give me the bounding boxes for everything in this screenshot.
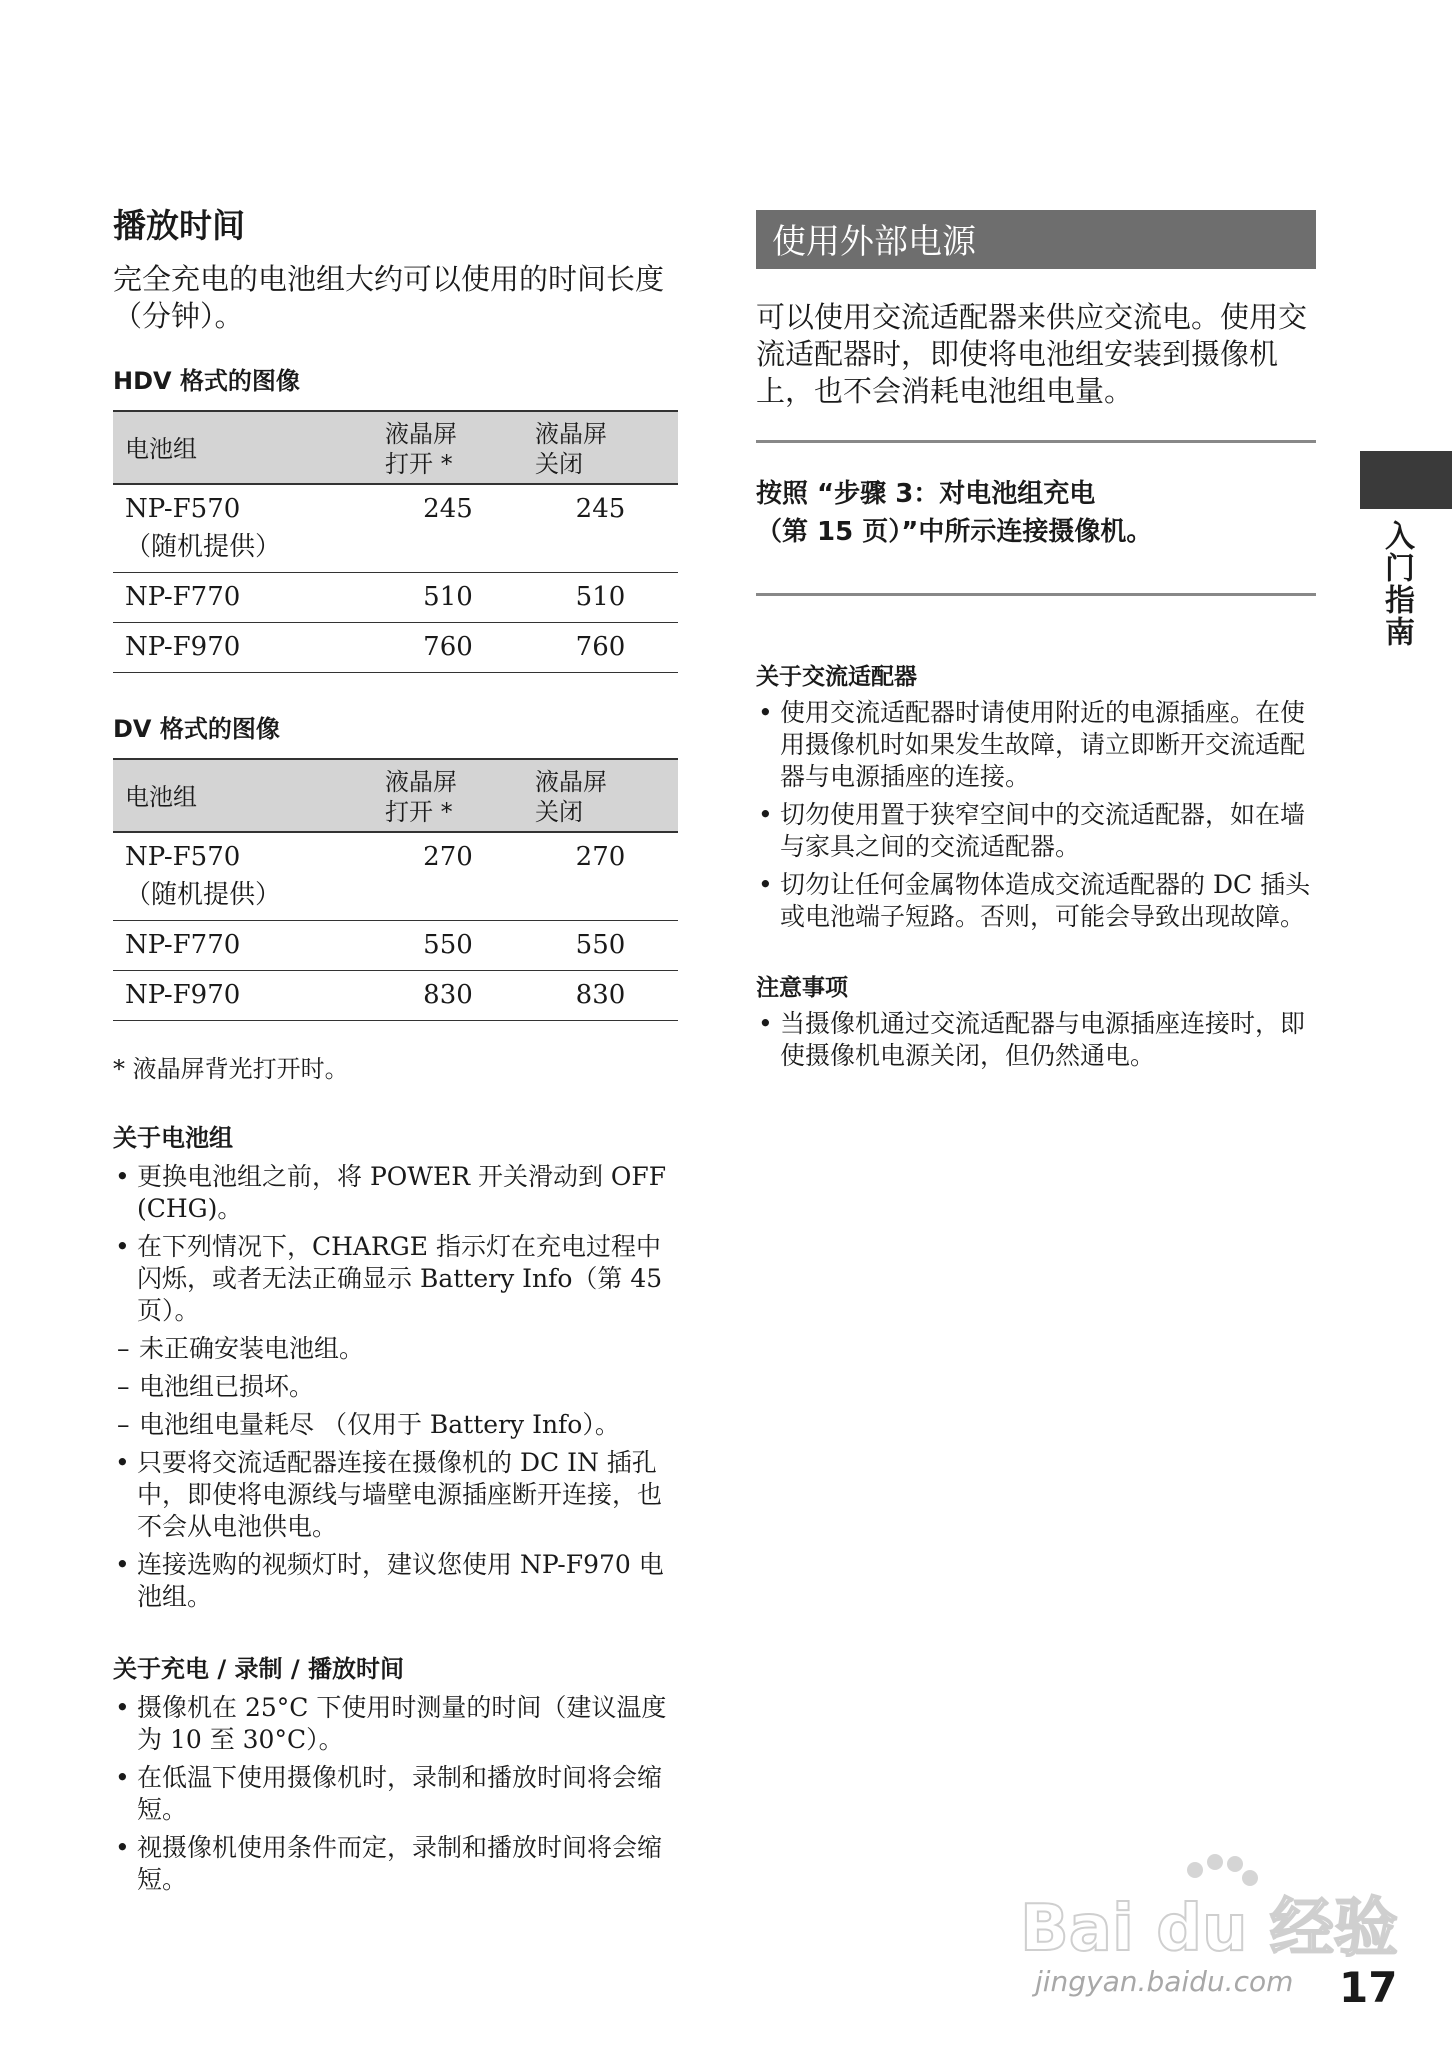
list-item: • 当摄像机通过交流适配器与电源插座连接时，即使摄像机电源关闭，但仍然通电。 — [756, 1008, 1316, 1072]
battery-cell: NP-F970 — [113, 971, 373, 1021]
hdv-table-caption: HDV 格式的图像 — [113, 367, 300, 395]
watermark-url: jingyan.baidu.com — [1035, 1965, 1294, 1998]
battery-cell: NP-F570 （随机提供） — [113, 484, 373, 573]
lcd-on-value: 510 — [373, 573, 523, 623]
list-item: • 更换电池组之前，将 POWER 开关滑动到 OFF (CHG)。 — [113, 1161, 678, 1225]
header-battery: 电池组 — [113, 411, 373, 484]
page-number: 17 — [1339, 1963, 1398, 2012]
table-row — [113, 971, 678, 1021]
battery-cell: NP-F970 — [113, 623, 373, 673]
battery-cell: NP-F570 （随机提供） — [113, 832, 373, 921]
watermark-brand-text: Bai du 经验 — [1020, 1892, 1398, 1966]
playback-lead-text: 完全充电的电池组大约可以使用的时间长度 （分钟）。 — [113, 262, 665, 333]
lcd-on-value: 270 — [373, 832, 523, 921]
adapter-notes-list — [756, 697, 1316, 933]
side-tab-marker — [1360, 451, 1452, 509]
battery-note: （随机提供） — [125, 880, 282, 910]
lcd-on-value: 245 — [373, 484, 523, 573]
table-row — [113, 832, 678, 921]
lcd-on-value: 550 — [373, 921, 523, 971]
external-power-lead: 可以使用交流适配器来供应交流电。使用交流适配器时，即使将电池组安装到摄像机上，也不会消耗电池组电量。 — [756, 300, 1308, 408]
list-item: • 使用交流适配器时请使用附近的电源插座。在使用摄像机时如果发生故障，请立即断开交流适配器与电源插座的连接。 — [756, 697, 1316, 793]
battery-cell: NP-F770 — [113, 573, 373, 623]
left-column — [113, 200, 678, 1932]
list-item: • 视摄像机使用条件而定，录制和播放时间将会缩短。 — [113, 1832, 678, 1896]
battery-notes-list — [113, 1161, 678, 1613]
right-column — [756, 210, 1316, 1108]
header-battery: 电池组 — [113, 759, 373, 832]
adapter-section-heading: 关于交流适配器 — [756, 664, 917, 690]
dv-table-caption: DV 格式的图像 — [113, 715, 280, 743]
table-row — [113, 484, 678, 573]
list-subitem: – 电池组电量耗尽 （仅用于 Battery Info）。 — [113, 1409, 678, 1441]
list-subitem: – 未正确安装电池组。 — [113, 1333, 678, 1365]
list-item: • 在下列情况下，CHARGE 指示灯在充电过程中闪烁，或者无法正确显示 Battery Info（第 45 页）。 — [113, 1231, 678, 1327]
table-header-row — [113, 411, 678, 484]
time-section-heading: 关于充电 / 录制 / 播放时间 — [113, 1655, 404, 1683]
list-item: • 摄像机在 25°C 下使用时测量的时间（建议温度为 10 至 30°C）。 — [113, 1692, 678, 1756]
time-notes-list — [113, 1692, 678, 1896]
header-lcd-off: 液晶屏 关闭 — [523, 411, 678, 484]
header-lcd-off: 液晶屏 关闭 — [523, 759, 678, 832]
battery-cell: NP-F770 — [113, 921, 373, 971]
lcd-off-value: 245 — [523, 484, 678, 573]
header-lcd-on: 液晶屏 打开 * — [373, 759, 523, 832]
table-row — [113, 921, 678, 971]
paw-icon — [1187, 1854, 1258, 1886]
external-power-banner: 使用外部电源 — [756, 210, 1316, 269]
battery-note: （随机提供） — [125, 532, 282, 562]
side-tab-label: 入门指南 — [1379, 520, 1414, 648]
lcd-off-value: 760 — [523, 623, 678, 673]
list-subitem: – 电池组已损坏。 — [113, 1371, 678, 1403]
lcd-off-value: 830 — [523, 971, 678, 1021]
table-header-row — [113, 759, 678, 832]
lcd-on-value: 760 — [373, 623, 523, 673]
lcd-off-value: 270 — [523, 832, 678, 921]
notes-section-heading: 注意事项 — [756, 975, 848, 1001]
lcd-off-value: 550 — [523, 921, 678, 971]
list-item: • 切勿使用置于狭窄空间中的交流适配器，如在墙与家具之间的交流适配器。 — [756, 799, 1316, 863]
lcd-on-value: 830 — [373, 971, 523, 1021]
hdv-battery-table — [113, 410, 678, 673]
table-row — [113, 623, 678, 673]
battery-section-heading: 关于电池组 — [113, 1124, 233, 1152]
dv-battery-table — [113, 758, 678, 1021]
list-item: • 只要将交流适配器连接在摄像机的 DC IN 插孔中，即使将电源线与墙壁电源插座断开连接，也不会从电池供电。 — [113, 1447, 678, 1543]
connection-step-text: 按照 “步骤 3：对电池组充电 （第 15 页）”中所示连接摄像机。 — [756, 479, 1153, 547]
list-item: • 在低温下使用摄像机时，录制和播放时间将会缩短。 — [113, 1762, 678, 1826]
table-footnote: * 液晶屏背光打开时。 — [113, 1055, 349, 1083]
lcd-off-value: 510 — [523, 573, 678, 623]
section-title-playback-time: 播放时间 — [113, 206, 245, 245]
header-lcd-on: 液晶屏 打开 * — [373, 411, 523, 484]
baidu-watermark-logo — [1020, 1850, 1398, 1970]
list-item: • 切勿让任何金属物体造成交流适配器的 DC 插头或电池端子短路。否则，可能会导致出现故障。 — [756, 869, 1316, 933]
table-row — [113, 573, 678, 623]
precaution-notes-list — [756, 1008, 1316, 1072]
list-item: • 连接选购的视频灯时，建议您使用 NP-F970 电池组。 — [113, 1549, 678, 1613]
